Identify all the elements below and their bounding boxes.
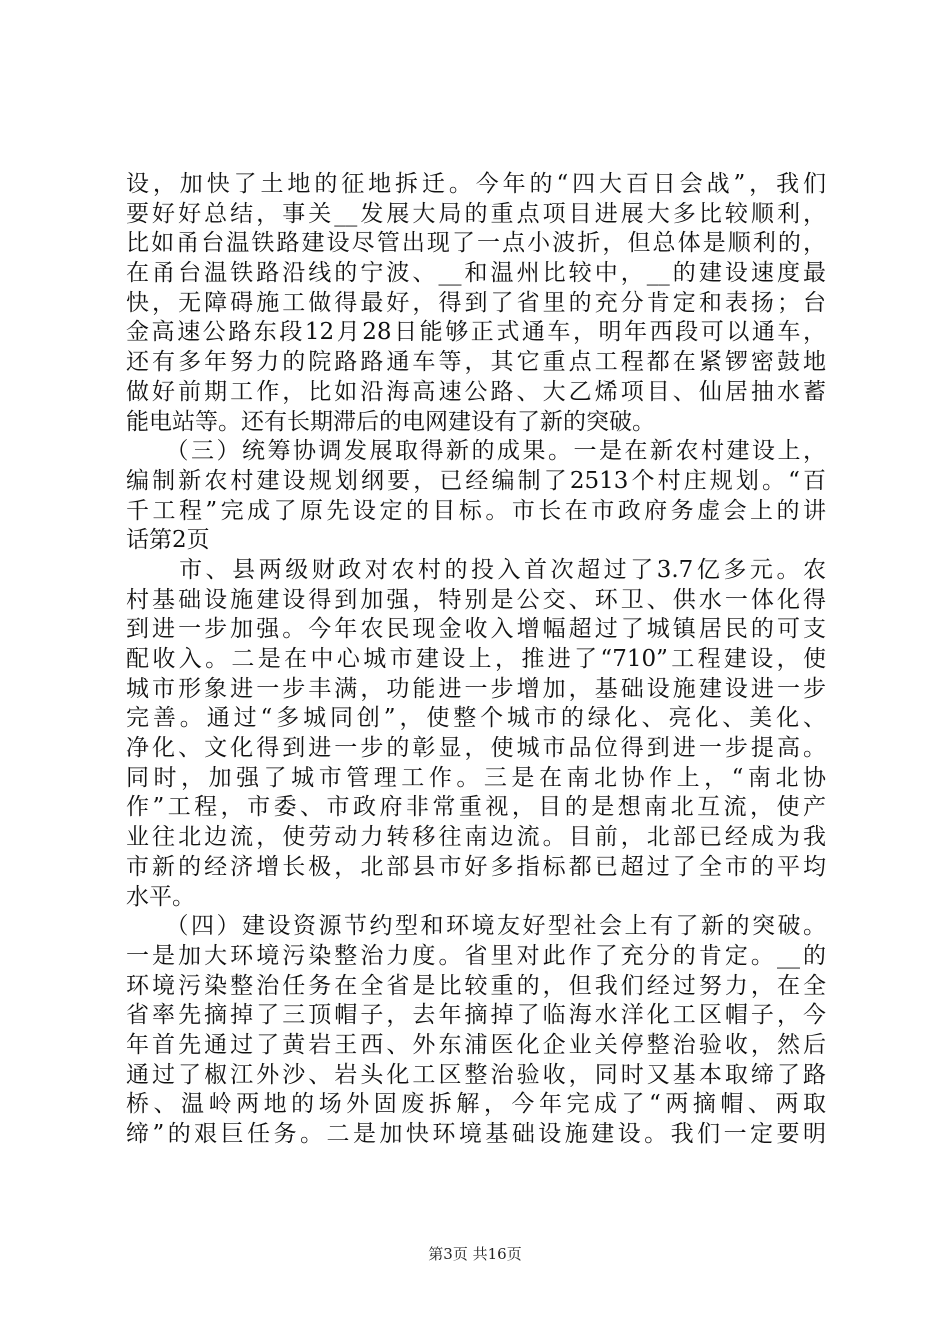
text-line: 村基础设施建设得到加强，特别是公交、环卫、供水一体化得: [126, 586, 826, 613]
text-line: 城市形象进一步丰满，功能进一步增加，基础设施建设进一步: [126, 675, 826, 702]
text-line: 市新的经济增长极，北部县市好多指标都已超过了全市的平均: [126, 853, 826, 880]
text-line: 省率先摘掉了三顶帽子，去年摘掉了临海水洋化工区帽子，今: [126, 1002, 826, 1029]
text-line: 千工程”完成了原先设定的目标。市长在市政府务虚会上的讲: [126, 497, 826, 524]
text-line: 比如甬台温铁路建设尽管出现了一点小波折，但总体是顺利的，: [126, 230, 826, 257]
text-line: 编制新农村建设规划纲要，已经编制了2513个村庄规划。“百: [126, 467, 826, 494]
text-line: 业往北边流，使劳动力转移往南边流。目前，北部已经成为我: [126, 824, 826, 851]
text-line: 做好前期工作，比如沿海高速公路、大乙烯项目、仙居抽水蓄: [126, 378, 826, 405]
text-line: 水平。: [126, 883, 195, 910]
text-line: 完善。通过“多城同创”，使整个城市的绿化、亮化、美化、: [126, 705, 826, 732]
text-line: 到进一步加强。今年农民现金收入增幅超过了城镇居民的可支: [126, 616, 826, 643]
text-line: 金高速公路东段12月28日能够正式通车，明年西段可以通车，: [126, 319, 826, 346]
text-line: 年首先通过了黄岩王西、外东浦医化企业关停整治验收，然后: [126, 1031, 826, 1058]
text-line: 快，无障碍施工做得最好，得到了省里的充分肯定和表扬；台: [126, 289, 826, 316]
text-line: 缔”的艰巨任务。二是加快环境基础设施建设。我们一定要明: [126, 1121, 826, 1147]
body-text: [126, 170, 826, 1150]
text-line: 设，加快了土地的征地拆迁。今年的“四大百日会战”，我们: [126, 171, 826, 197]
text-line: 配收入。二是在中心城市建设上，推进了“710”工程建设，使: [126, 646, 826, 672]
text-line: 净化、文化得到进一步的彰显，使城市品位得到进一步提高。: [126, 735, 826, 762]
page-number-label: 第3页 共16页: [428, 1245, 522, 1263]
text-line: 要好好总结，事关__发展大局的重点项目进展大多比较顺利，: [126, 200, 826, 227]
section-heading-line: （三）统筹协调发展取得新的成果。一是在新农村建设上，: [126, 438, 826, 465]
page-footer: [0, 1244, 950, 1264]
text-line: 在甬台温铁路沿线的宁波、__和温州比较中，__的建设速度最: [126, 260, 826, 287]
text-line: 还有多年努力的院路路通车等，其它重点工程都在紧锣密鼓地: [126, 349, 826, 376]
text-line: 环境污染整治任务在全省是比较重的，但我们经过努力，在全: [126, 972, 826, 999]
text-line: 话第2页: [126, 527, 210, 554]
text-line: 能电站等。还有长期滞后的电网建设有了新的突破。: [126, 408, 655, 435]
text-line: 通过了椒江外沙、岩头化工区整治验收，同时又基本取缔了路: [126, 1061, 826, 1088]
text-line: 作”工程，市委、市政府非常重视，目的是想南北互流，使产: [126, 794, 826, 821]
section-heading-line: （四）建设资源节约型和环境友好型社会上有了新的突破。: [126, 913, 826, 940]
text-line: 桥、温岭两地的场外固废拆解，今年完成了“两摘帽、两取: [126, 1091, 826, 1118]
text-line: 市、县两级财政对农村的投入首次超过了3.7亿多元。农: [126, 556, 826, 583]
text-line: 一是加大环境污染整治力度。省里对此作了充分的肯定。__的: [126, 942, 826, 969]
text-line: 同时，加强了城市管理工作。三是在南北协作上，“南北协: [126, 764, 826, 791]
